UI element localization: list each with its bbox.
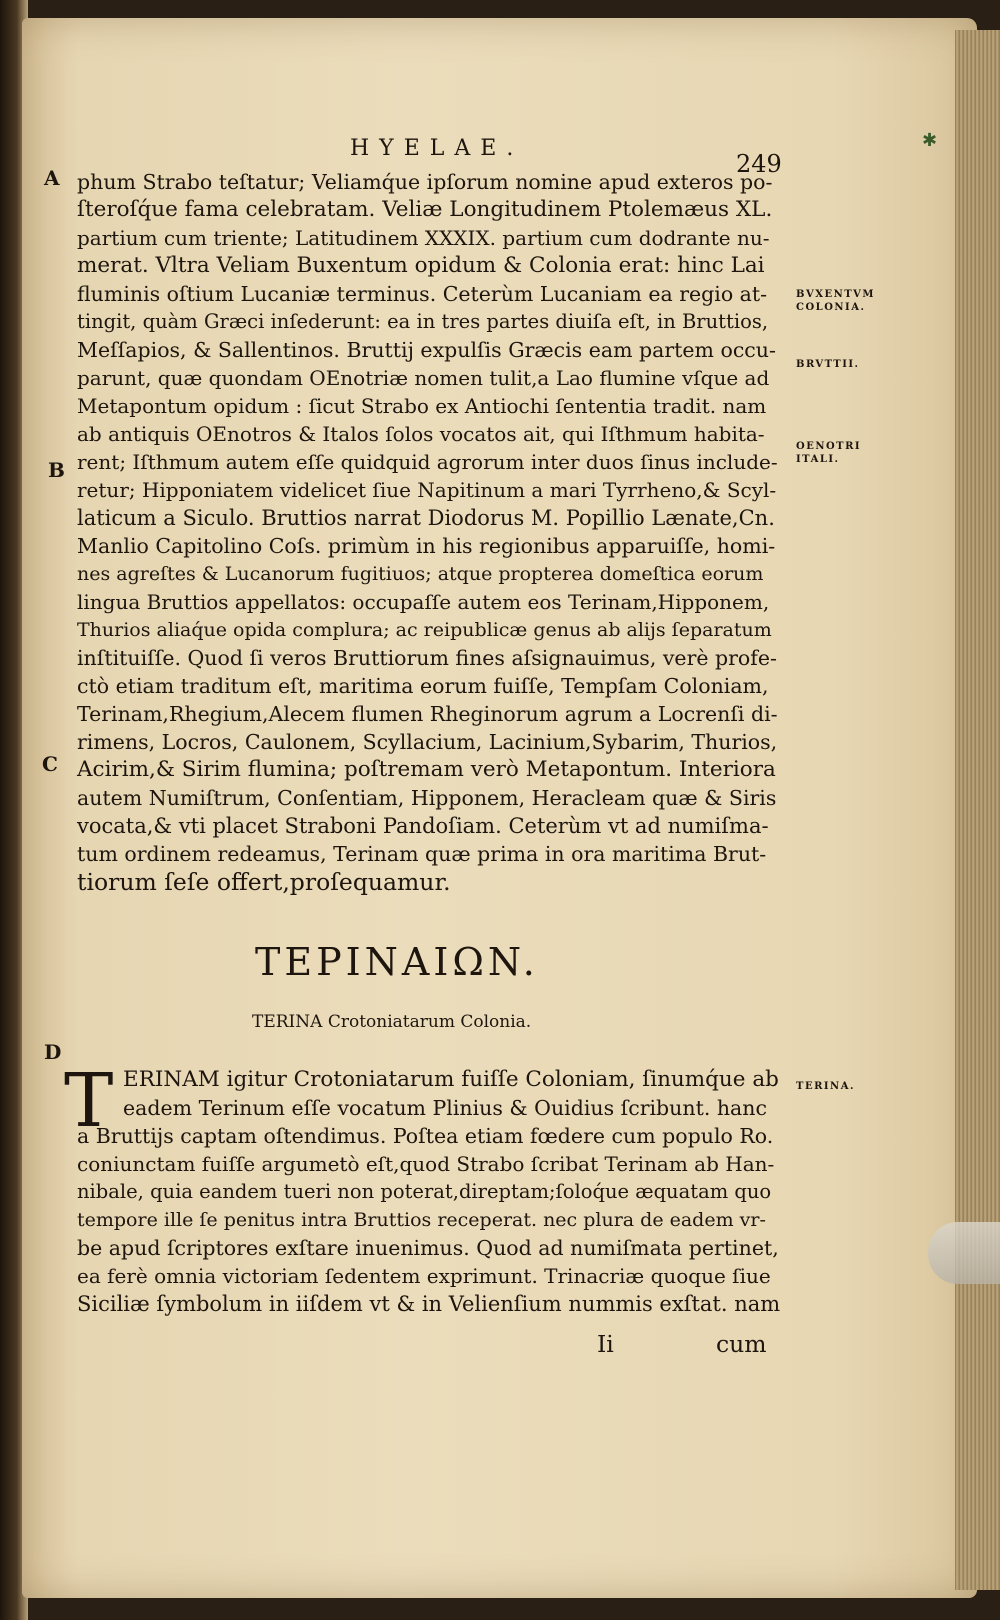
page-clip [928,1222,1000,1284]
page-number: 249 [736,150,782,178]
body-line: a Bruttijs captam oſtendimus. Poſtea etiam fœdere cum populo Ro. [77,1124,774,1148]
body-line: ab antiquis OEnotros & Italos ſolos vocatos ait, qui Iſthmum habita- [77,422,765,446]
section-marker-a: A [44,166,60,190]
body-line: be apud ſcriptores exſtare inuenimus. Quod ad numiſmata pertinet, [77,1236,779,1260]
margin-note-buxentum: BVXENTVM COLONIA. [796,289,876,313]
body-line: fluminis oſtium Lucaniæ terminus. Ceterùm Lucaniam ea regio at- [77,282,768,306]
body-line: vocata,& vti placet Straboni Pandoſiam. Ceterùm vt ad numiſma- [77,814,769,838]
body-line: Acirim,& Sirim flumina; poſtremam verò Metapontum. Interiora [77,757,776,782]
margin-note-oenotri: OENOTRI ITALI. [796,441,862,465]
body-line: ſteroſq́ue fama celebratam. Veliæ Longitudinem Ptolemæus XL. [77,197,773,222]
section-marker-d: D [44,1040,62,1064]
body-line: partium cum triente; Latitudinem XXXIX. partium cum dodrante nu- [77,226,770,250]
body-line: parunt, quæ quondam OEnotriæ nomen tulit,a Lao flumine vſque ad [77,366,770,390]
body-line: Terinam,Rhegium,Alecem flumen Rheginorum agrum a Locrenſi di- [77,702,778,726]
page-edges [955,30,1000,1590]
body-line: tiorum ſeſe offert,proſequamur. [77,868,451,896]
body-line: eadem Terinum eſſe vocatum Plinius & Ouidius ſcribunt. hanc [123,1096,767,1120]
body-line: Meſſapios, & Sallentinos. Bruttij expulſis Græcis eam partem occu- [77,338,776,362]
section-subheading: TERINA Crotoniatarum Colonia. [252,1012,532,1032]
body-line: nibale, quia eandem tueri non poterat,direptam;ſoloq́ue æquatam quo [77,1180,772,1203]
section-heading: TEPINAIΩN. [255,940,539,984]
star-mark-icon: ✱ [922,130,938,151]
body-line: Manlio Capitolino Coſs. primùm in his regionibus apparuiſſe, homi- [77,534,776,558]
body-line: ea ferè omnia victoriam ſedentem exprimunt. Trinacriæ quoque ſiue [77,1264,771,1288]
body-line: ctò etiam traditum eſt, maritima eorum fuiſſe, Tempſam Coloniam, [77,674,769,698]
section-marker-c: C [42,752,58,776]
body-line: retur; Hipponiatem videlicet ſiue Napitinum a mari Tyrrheno,& Scyl- [77,478,777,502]
body-line: autem Numiſtrum, Conſentiam, Hipponem, Heracleam quæ & Siris [77,786,777,810]
body-line: tingit, quàm Græci inſederunt: ea in tres partes diuiſa eſt, in Bruttios, [77,310,769,333]
body-line: lingua Bruttios appellatos: occupaſſe autem eos Terinam,Hipponem, [77,590,770,614]
body-line: ERINAM igitur Crotoniatarum fuiſſe Coloniam, ſinumq́ue ab [123,1067,779,1092]
body-line: rent; Iſthmum autem eſſe quidquid agrorum inter duos ſinus include- [77,450,778,474]
body-line: tum ordinem redeamus, Terinam quæ prima in ora maritima Brut- [77,842,767,866]
margin-note-terina: TERINA. [796,1081,855,1092]
body-line: inſtituiſſe. Quod ſi veros Bruttiorum fines aſsignauimus, verè profe- [77,646,777,670]
margin-note-bruttii: BRVTTII. [796,359,860,370]
body-line: laticum a Siculo. Bruttios narrat Diodorus M. Popillio Lænate,Cn. [77,506,775,530]
running-head: HYELAE. [350,136,524,161]
signature-mark: Ii [597,1330,614,1358]
body-line: merat. Vltra Veliam Buxentum opidum & Colonia erat: hinc Lai [77,253,765,278]
body-line: rimens, Locros, Caulonem, Scyllacium, Lacinium,Sybarim, Thurios, [77,730,778,754]
section-marker-b: B [48,458,65,482]
body-line: tempore ille ſe penitus intra Bruttios receperat. nec plura de eadem vr- [77,1209,766,1231]
drop-cap: T [64,1058,114,1144]
body-line: phum Strabo teſtatur; Veliamq́ue ipſorum nomine apud exteros po- [77,170,773,194]
body-line: coniunctam fuiſſe argumetò eſt,quod Strabo ſcribat Terinam ab Han- [77,1152,775,1176]
body-line: Siciliæ ſymbolum in iiſdem vt & in Velienſium nummis exſtat. nam [77,1292,781,1316]
body-line: nes agreſtes & Lucanorum fugitiuos; atque propterea domeſtica eorum [77,563,764,585]
body-line: Thurios aliaq́ue opida complura; ac reipublicæ genus ab alijs ſeparatum [77,619,772,641]
catchword: cum [716,1330,767,1358]
body-line: Metapontum opidum : ſicut Strabo ex Antiochi ſententia tradit. nam [77,394,767,418]
